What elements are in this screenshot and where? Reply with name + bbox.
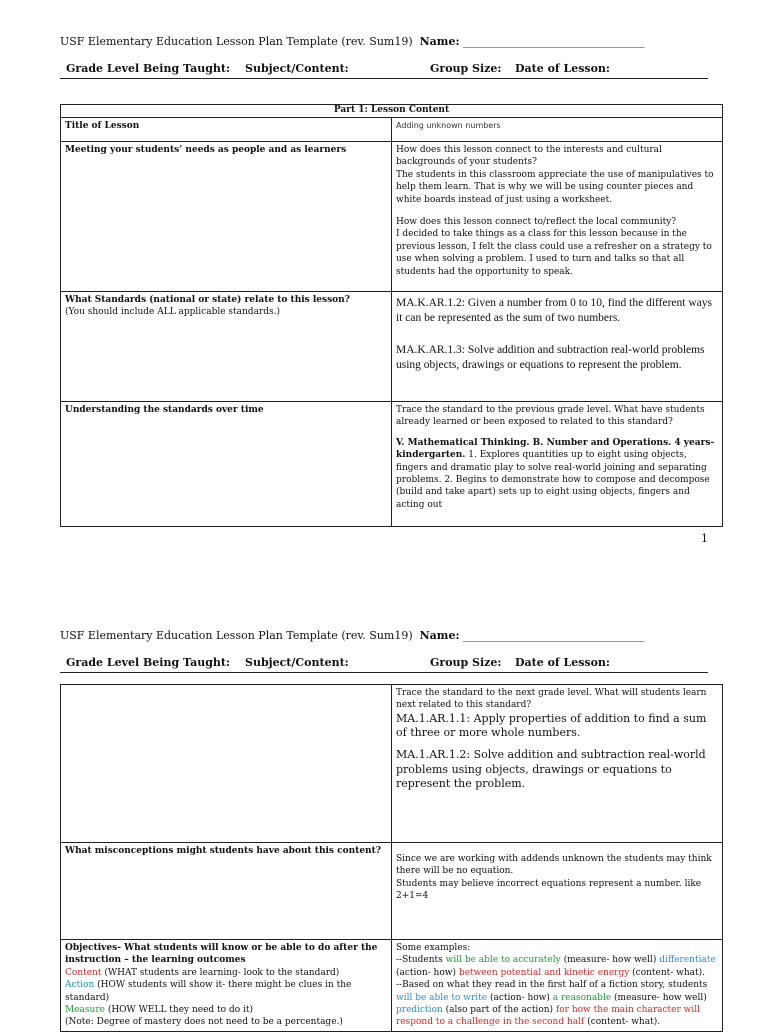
standard-2: MA.K.AR.1.3: Solve addition and subtraction real-world problems using objects, drawings or equations to represent the problem. bbox=[396, 344, 705, 371]
grade-level-label-2: Grade Level Being Taught: bbox=[66, 656, 231, 669]
lesson-content-table-2 bbox=[60, 684, 723, 1032]
standards-response bbox=[392, 292, 723, 402]
title-label: Title of Lesson bbox=[61, 118, 392, 142]
part-title: Part 1: Lesson Content bbox=[61, 105, 723, 118]
next-grade-response: Trace the standard to the next grade level. What will students learn next related to this standard? MA.1.AR.1.1: Apply properties of addition to find a sum of three or more whole numbers. MA.1.AR.1.2: Solve addition and subtraction real-world problems using objects, drawings or equations to represent the problem. bbox=[392, 685, 723, 843]
lesson-info-row-2 bbox=[60, 656, 708, 673]
standards-label: What Standards (national or state) relate to this lesson? (You should include ALL applicable standards.) bbox=[61, 292, 392, 402]
lesson-info-row bbox=[60, 62, 708, 79]
misconceptions-response: Since we are working with addends unknown the students may think there will be no equation. Students may believe incorrect equations represent a number. like 2+1=4 bbox=[392, 843, 723, 940]
page-2 bbox=[0, 620, 768, 1028]
objectives-examples: Some examples: --Students will be able to accurately (measure- how well) differentiate (action- how) between potential and kinetic energy (content- what). --Based on what they read in the first half of a fiction story, students will be able to write (action- how) a reasonable (measure- how well) prediction (also part of the action) for how the main character will respond to a challenge in the second half (content- what). bbox=[392, 940, 723, 1032]
group-size-label-2: Group Size: bbox=[430, 656, 502, 669]
page-number: 1 bbox=[701, 532, 708, 545]
needs-response: How does this lesson connect to the interests and cultural backgrounds of your students? The students in this classroom appreciate the use of manipulatives to help them learn. That is why we will be using counter pieces and white boards instead of just using a worksheet. How does this lesson connect to/reflect the local community? I decided to take things as a class for this lesson because in the previous lesson, I felt the class could use a refresher on a strategy to use when solving a problem. I used to turn and talks so that all students had the opportunity to speak. bbox=[392, 142, 723, 292]
grade-level-label: Grade Level Being Taught: bbox=[66, 62, 231, 75]
subject-label: Subject/Content: bbox=[245, 62, 349, 75]
needs-label: Meeting your students’ needs as people and as learners bbox=[61, 142, 392, 292]
next-standard-2: MA.1.AR.1.2: Solve addition and subtraction real-world problems using objects, drawings or equations to represent the problem. bbox=[396, 748, 706, 790]
standard-1: MA.K.AR.1.2: Given a number from 0 to 10, find the different ways it can be represented as the sum of two numbers. bbox=[396, 297, 712, 324]
understanding-response: Trace the standard to the previous grade level. What have students already learned or been exposed to related to this standard? V. Mathematical Thinking. B. Number and Operations. 4 years- kindergarten. 1. Explores quantities up to eight using objects, fingers and dramatic play to solve real-world joining and separating problems. 2. Begins to demonstrate how to compose and decompose (build and take apart) sets up to eight using objects, fingers and acting out bbox=[392, 402, 723, 527]
next-grade-label bbox=[61, 685, 392, 843]
title-value: Adding unknown numbers bbox=[392, 118, 723, 142]
date-label: Date of Lesson: bbox=[515, 62, 610, 75]
lesson-content-table bbox=[60, 104, 723, 527]
date-label-2: Date of Lesson: bbox=[515, 656, 610, 669]
subject-label-2: Subject/Content: bbox=[245, 656, 349, 669]
objectives-label: Objectives- What students will know or be able to do after the instruction – the learning outcomes Content (WHAT students are learning- look to the standard) Action (HOW students will show it- there might be clues in the standard) Measure (HOW WELL they need to do it) (Note: Degree of mastery does not need to be a percentage.) bbox=[61, 940, 392, 1032]
next-standard-1: MA.1.AR.1.1: Apply properties of addition to find a sum of three or more whole numbers. bbox=[396, 711, 707, 740]
template-title: USF Elementary Education Lesson Plan Template (rev. Sum19) Name: _________________________________ bbox=[60, 35, 645, 48]
understanding-label: Understanding the standards over time bbox=[61, 402, 392, 527]
group-size-label: Group Size: bbox=[430, 62, 502, 75]
misconceptions-label: What misconceptions might students have about this content? bbox=[61, 843, 392, 940]
template-title-2: USF Elementary Education Lesson Plan Template (rev. Sum19) Name: _________________________________ bbox=[60, 629, 645, 642]
